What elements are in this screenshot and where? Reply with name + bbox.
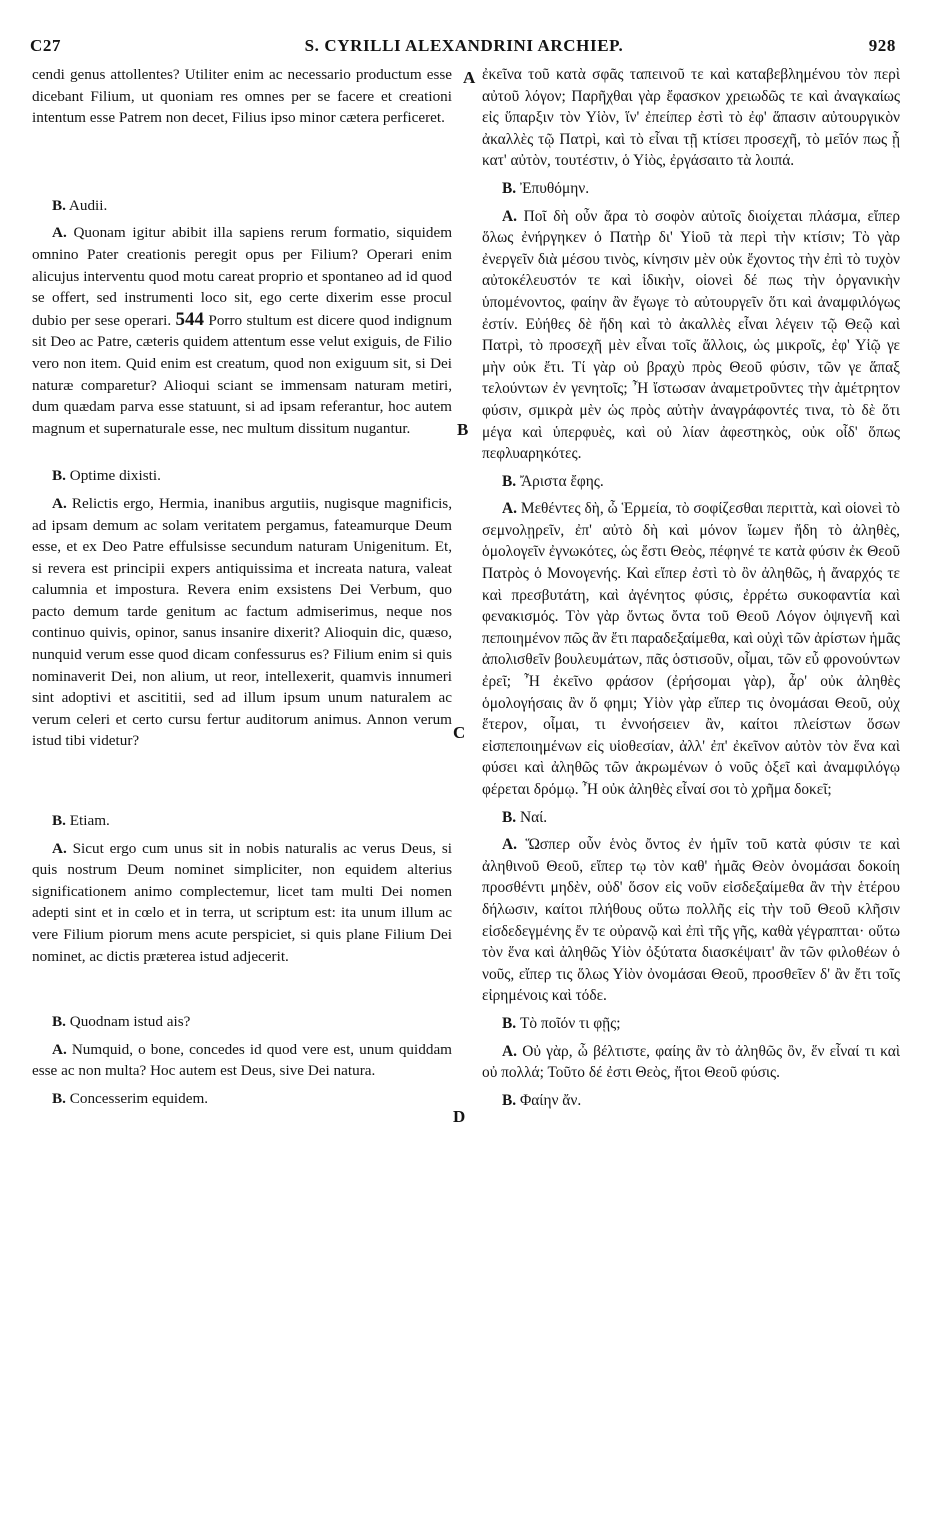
greek-paragraph: B. Ἐπυθόμην.: [502, 179, 590, 197]
latin-paragraph: B. Concesserim equidem.: [52, 1089, 209, 1107]
margin-letter-c: C: [453, 723, 466, 742]
latin-column: [32, 64, 452, 1116]
left-page-number: C27: [30, 36, 62, 55]
greek-paragraph: B. Ἄριστα ἔφης.: [502, 472, 604, 490]
greek-paragraph: B. Φαίην ἄν.: [502, 1091, 582, 1109]
greek-paragraph: B. Τὸ ποῖόν τι φῇς;: [502, 1014, 621, 1032]
right-page-number: 928: [868, 36, 896, 55]
latin-paragraph: A. Relictis ergo, Hermia, inanibus argutiis, nugisque magnificis, ad ipsam demum ac solam veritatem pergamus, fateamurque Deum esse, et ex Deo Patre effulsisse secundum naturam Unigenitum. Et, si revera est principii expers antiquissima et increata natura, valeat calumnia et impostura. Revera enim exsistens Dei Verbum, quo pacto demum tarde genitum ac factum admiserimus, neque nos continuo quivis, opinor, sanus insanire dixerit? Alioquin dic, quæso, nunquid verum esse quod dicam confessurus es? Filium enim si quis nominaverit Dei, non alium, ut reor, intellexerit, quamvis innumeri sint adoptivi et ascititii, sed ad illum ipsum unum naturalem ac verum celeri et certo cursu fertur auditorum animus. Annon verum istud tibi videtur?: [32, 494, 452, 750]
latin-paragraph: B. Quodnam istud ais?: [52, 1013, 191, 1031]
latin-paragraph: B. Audii.: [52, 196, 108, 214]
running-title: S. CYRILLI ALEXANDRINI ARCHIEP.: [304, 36, 624, 55]
latin-paragraph: B. Etiam.: [52, 812, 110, 830]
latin-paragraph: B. Optime dixisti.: [52, 467, 161, 485]
greek-paragraph: A. Μεθέντες δὴ, ὦ Ἑρμεία, τὸ σοφίζεσθαι περιττὰ, καὶ οἱονεὶ τὸ σεμνολῃρεῖν, ἐπ' αὐτὸ δὴ καὶ μόνον ἴωμεν ἤδη τὸ ἀληθὲς, ὁμολογεῖν ἐγνωκότες, ὡς ἔστι Θεὸς, πέφηνέ τε κατὰ φύσιν ἐκ Θεοῦ Πατρὸς ὁ Μονογενής. Καὶ εἴπερ ἐστὶ τὸ ὂν ἀληθῶς, ἡ ἄναρχός τε καὶ πρεσβυτάτη, καὶ ἀγένητος φύσις, ἐρρέτω συκοφαντία καὶ φενακισμός. Τὸν γὰρ ὄντως ὄντα τοῦ Θεοῦ Λόγον ὀψιγενῆ καὶ πεποιημένον πῶς ἂν ἔτι παραδεξαίμεθα, καὶ οὐχὶ τῶν ἀρίστων ἡμᾶς ἀπολισθεῖν βουλευμάτων, πᾶς ὁστισοῦν, οἶμαι, τῶν εὖ φρονούντων ἐρεῖ; Ἦ ἐκεῖνο φράσον (ἐρήσομαι γὰρ), ἆρ' οὐκ ἀληθὲς ὁμολογήσαις ἂν ὅ φημι; Υἱὸν γὰρ εἴπερ τις ὀνομάσαι Θεοῦ, οὐχ ἕτερον, οἶμαι, τι ἐννοήσειεν ἂν, καίτοι πλείστων ὅσων εἰσπεποιημένων εἰς υἱοθεσίαν, ἀλλ' ἐπ' ἐκεῖνον αὐτὸν τὸν ἕνα καὶ φύσει καὶ ἀληθῶς τῶν ἀκρωμένων ὁ νοῦς ὀξεῖ καὶ ἀναμφιλόγῳ φέρεται δρόμῳ. Ἦ οὐκ ἀληθὲς εἶναί σοι τὸ χρῆμα δοκεῖ;: [482, 500, 900, 798]
greek-paragraph: A. Οὐ γὰρ, ὦ βέλτιστε, φαίης ἂν τὸ ἀληθῶς ὂν, ἕν εἶναί τι καὶ οὐ πολλά; Τοῦτο δέ ἐστι Θεὸς, ἤτοι Θεοῦ φύσις.: [482, 1042, 901, 1082]
margin-letter-d: D: [453, 1107, 466, 1126]
latin-paragraph: A. Numquid, o bone, concedes id quod vere est, unum quiddam esse ac non multa? Hoc autem est Deus, sive Dei natura.: [32, 1040, 452, 1080]
latin-paragraph: cendi genus attollentes? Utiliter enim ac necessario productum esse dicebant Filium, ut quoniam res omnes per se facere et creationi intentum esse Patrem non decet, Filius ipso minor cætera perficeret.: [32, 66, 452, 127]
latin-paragraph: A. Quonam igitur abibit illa sapiens rerum formatio, siquidem omnino Pater creationis peregit opus per Filium? Operari enim alicujus interventu quod motu careat proprio et spontaneo ad id quod se offert, sed instrumenti loco sit, ego certe dixerim esse procul dubio per sese operari. 544 Porro stultum est dicere quod indignum sit Deo ac Patre, cæteris quidem attentum esse velut exiguis, de Filio vero non item. Quid enim est creatum, quod non exiguum sit, si Dei naturæ comparetur? Alioqui sciant se immensam naturam metiri, dum quædam parva esse statuunt, si ad ipsam referantur, hoc autem magnum et supernaturale esse, nec multum dissitum nugantur.: [32, 224, 453, 437]
greek-column: [482, 64, 900, 1117]
greek-paragraph: A. Ποῖ δὴ οὖν ἄρα τὸ σοφὸν αὐτοῖς διοίχεται πλάσμα, εἴπερ ὅλως ἐνήργηκεν ὁ Πατὴρ δι' Υἱοῦ τὰ περὶ τὴν κτίσιν; Τὸ γὰρ ἐνεργεῖν διὰ μέσου τινὸς, κίνησιν μὲν οὐκ ἔχοντος τὴν ἐπὶ τὸ τυχὸν αὐτοκέλευστόν τε καὶ ἰδικὴν, οἱονεὶ δέ πως τὴν ὀργανικὴν ὑπομένοντος, φαίην ἂν ἔγωγε τὸ αὐτουργεῖν ὅτι καὶ ἀναμφιλόγως ἐστίν. Εὐήθες δὲ ἤδη καὶ τὸ ἀκαλλὲς εἶναι λέγειν τῷ Θεῷ καὶ Πατρὶ, τὸ προσεχῆ μὲν εἶναι τοῖς ἄλλοις, ὡς μικροῖς, ἐφ' Υἱῷ γε μὴν οὐκ ἔτι. Τί γὰρ οὐ βραχὺ πρὸς Θεοῦ φύσιν, τῶν γε ἅπαξ τελούντων ἐν γενητοῖς; Ἦ ἴστωσαν ἀναμετροῦντες τὴν ἀμέτρητον φύσιν, σμικρὰ μὲν ὡς πρὸς αὐτὴν ἀναγράφοντές τινα, τὸ δὲ ὅτι μέγα καὶ ὑπερφυὲς, καὶ οὐ λίαν ἀφεστηκὸς, οὐκ οἶδ' ὅπως πεφλυαρηκότες.: [482, 207, 900, 463]
margin-letter-b: B: [457, 420, 469, 439]
greek-paragraph: A. Ὥσπερ οὖν ἑνὸς ὄντος ἐν ἡμῖν τοῦ κατὰ φύσιν τε καὶ ἀληθινοῦ Θεοῦ, εἴπερ τῳ τὸν καθ' ἡμᾶς Θεὸν ὀνομάσαι δοκοίη προσθέντι μηδὲν, οὐδ' ὅσον εἰς νοῦν εἰσδεξαίμεθα ἂν τὴν ἑτέρου δήλωσιν, καίτοι πλήθους οὕτω πολλῆς εἰς τὴν τοῦ Θεοῦ κλῆσιν εἰσδεδεγμένης ἔν τε οὐρανῷ καὶ ἐπὶ τῆς γῆς, καθὰ γέγραπται· οὕτω τὸν ἕνα καὶ ἀληθῶς Υἱὸν ὀξύτατα διασκέψαιτ' ἂν τῶν φιλοθέων ὁ νοῦς, εἴπερ τις ὅλως Υἱὸν ὀνομάσαι Θεοῦ, προσθεῖεν δ' ἂν ἔτι τοῖς εἰρημένοις καὶ τόδε.: [482, 836, 900, 1005]
margin-letter-a: A: [463, 68, 476, 87]
latin-paragraph: A. Sicut ergo cum unus sit in nobis naturalis ac verus Deus, si quis nostrum Deum nominet simpliciter, non equidem alterius significationem animo complectemur, licet tam multi Dei nomen adepti sint et in cœlo et in terra, ut scriptum est: ita unum illum ac vere Filium piorum mens acute perspiciet, si quis plane Filium Dei nominet, ac dictis præterea istud adjecerit.: [32, 839, 452, 965]
column-number-marker: 544: [175, 308, 205, 330]
greek-paragraph: ἐκεῖνα τοῦ κατὰ σφᾶς ταπεινοῦ τε καὶ καταβεβλημένου τὸν περὶ αὐτοῦ λόγον; Παρῆχθαι γὰρ ἔφασκον χρειωδῶς τε καὶ ἀναγκαίως εἰς ὕπαρξιν τὸν Υἱὸν, ἵν' ἐπείπερ ἐστὶ τὸ ἐφ' ἅπασιν αὐτουργικὸν ἀκαλλὲς τῷ Πατρὶ, καὶ τὸ εἶναι τῇ κτίσει προσεχῆ, τὸ μεῖόν πως ᾗ κατ' αὐτὸν, τουτέστιν, ὁ Υἱὸς, ἐργάσαιτο τὰ λοιπά.: [482, 66, 900, 170]
greek-paragraph: B. Ναί.: [502, 808, 548, 826]
